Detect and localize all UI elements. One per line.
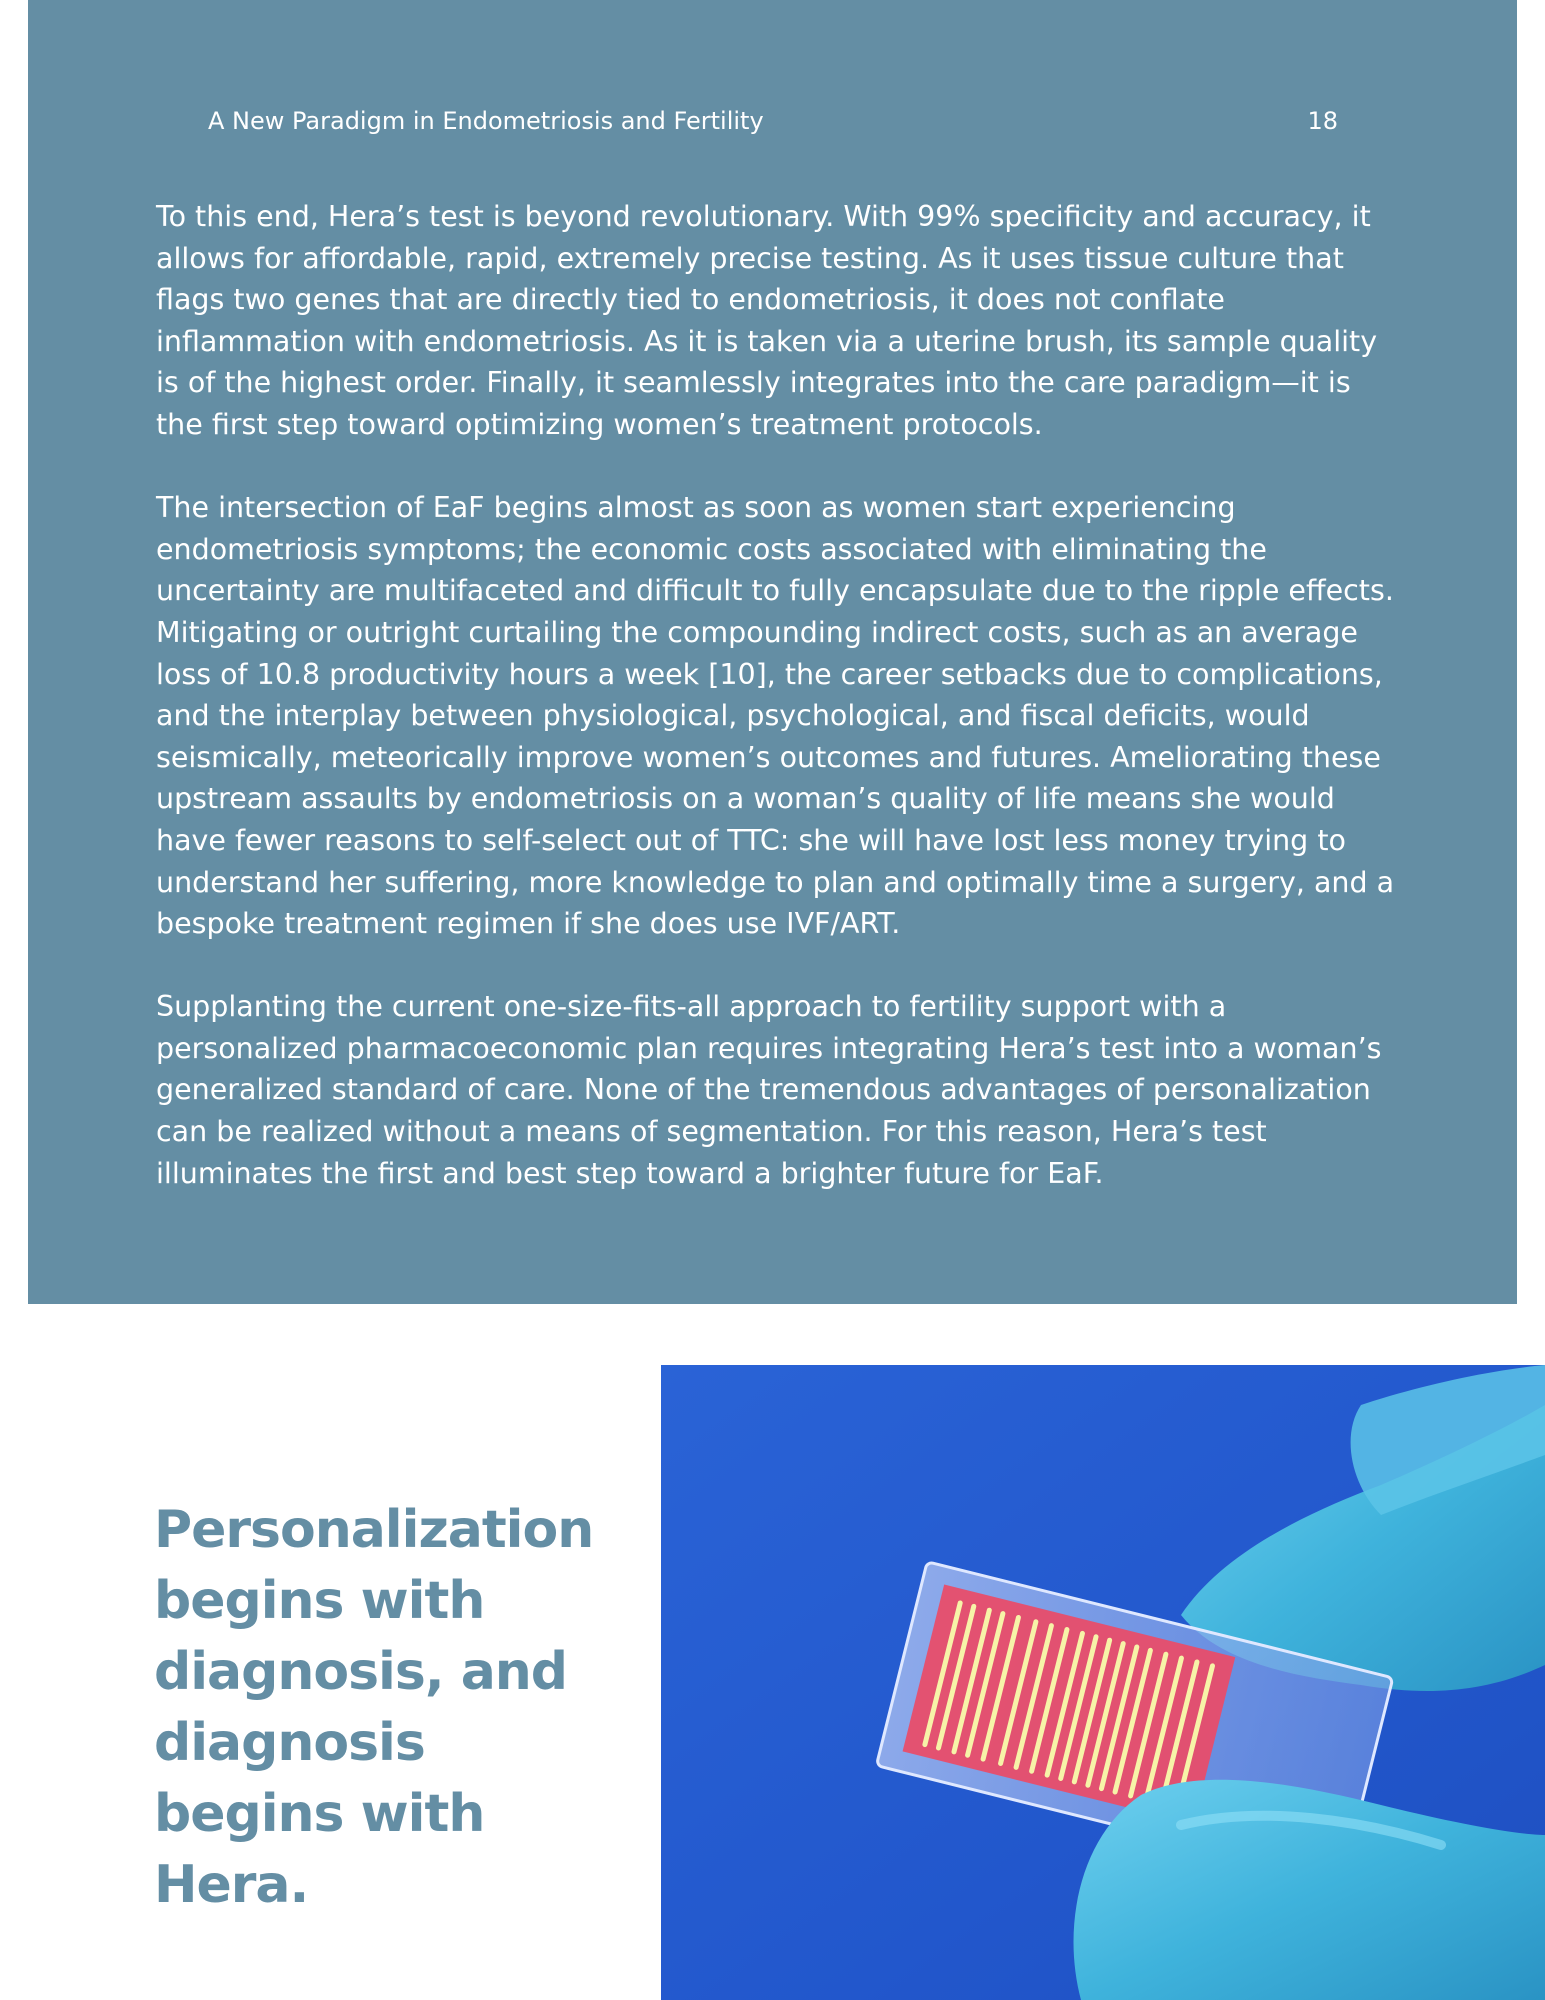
microarray-slide-photo (661, 1365, 1545, 2000)
running-title: A New Paradigm in Endometriosis and Fertility (208, 107, 764, 135)
running-header (208, 104, 1338, 138)
body-text (156, 196, 1396, 1236)
paragraph: Supplanting the current one-size-fits-all approach to fertility support with a personalized pharmacoeconomic plan requires integrating Hera’s test into a woman’s generalized standard of care. None of the tremendous advantages of personalization can be realized without a means of segmentation. For this reason, Hera’s test illuminates the first and best step toward a brighter future for EaF. (156, 990, 1382, 1190)
paragraph: The intersection of EaF begins almost as soon as women start experiencing endometriosis symptoms; the economic costs associated with eliminating the uncertainty are multifaceted and difficult to fully encapsulate due to the ripple effects. Mitigating or outright curtailing the compounding indirect costs, such as an average loss of 10.8 productivity hours a week [10], the career setbacks due to complications, and the interplay between physiological, psychological, and fiscal deficits, would seismically, meteorically improve women’s outcomes and futures. Ameliorating these upstream assaults by endometriosis on a woman’s quality of life means she would have fewer reasons to self-select out of TTC: she will have lost less money trying to understand her suffering, more knowledge to plan and optimally time a surgery, and a bespoke treatment regimen if she does use IVF/ART. (156, 491, 1395, 941)
page-number: 18 (1307, 107, 1338, 135)
pull-quote: Personalization begins with diagnosis, and diagnosis begins with Hera. (154, 1500, 594, 1915)
paragraph: To this end, Hera’s test is beyond revolutionary. With 99% specificity and accuracy, it allows for affordable, rapid, extremely precise testing. As it uses tissue culture that flags two genes that are directly tied to endometriosis, it does not conflate inflammation with endometriosis. As it is taken via a uterine brush, its sample quality is of the highest order. Finally, it seamlessly integrates into the care paradigm—it is the first step toward optimizing women’s treatment protocols. (156, 200, 1378, 441)
